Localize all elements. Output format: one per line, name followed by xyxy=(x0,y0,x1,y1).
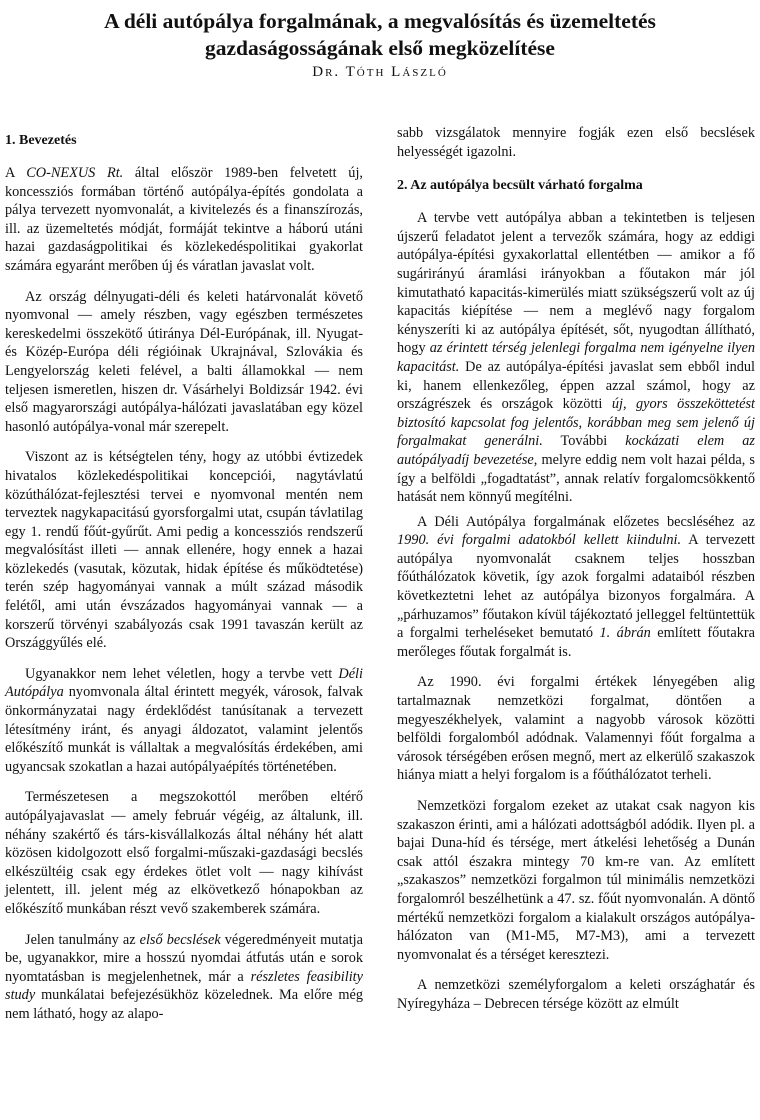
paragraph: Az 1990. évi forgalmi értékek lényegében alig tartalmaznak nemzetközi forgalmat, döntően a megyeszékhelyek, valamint a nagyobb városok közötti belföldi forgalomból adódnak. Valamennyi főút forgalma a városok térségében erősen megnő, mert az elkerülő szakaszok hiánya miatt a helyi forgalom is a főúthálózatot terheli. xyxy=(397,674,755,784)
text-run: nyomvonala által érintett megyék, városok, falvak önkormányzatai nagy érdeklődést tanúsítanak a tervezett létesítmény iránt, és anyagi áldozatot, valamint jelentős előkészítő munkát is vállaltak a megvalósítás érdekében, ami ugyancsak szokatlan a hazai autópályaépítés történetében. xyxy=(5,684,363,775)
emphasis: Déli Autópálya xyxy=(5,665,363,701)
paragraph xyxy=(5,931,363,1024)
title-line-1: A déli autópálya forgalmának, a megvalósítás és üzemeltetés xyxy=(104,9,656,33)
company-name: CO-NEXUS Rt. xyxy=(26,165,124,181)
left-column xyxy=(5,124,363,1036)
text-run: Jelen tanulmány az xyxy=(25,931,140,948)
article-title xyxy=(40,8,720,62)
paragraph: Viszont az is kétségtelen tény, hogy az utóbbi évtizedek hivatalos közlekedéspolitikai koncepciói, nagytávlatú közúthálózat-fejlesztési tervei e nyomvonal mentén nem terveztek nagykapacitású gyorsforgalmi utat, csupán távlatilag egy 1. rendű főút-gyűrűt. Ami pedig a koncessziós rendszerű megvalósítást illeti — annak ellenére, hogy ennek a hazai közlekedés (vasutak, közutak, hidak építése és működtetése) terén szép hagyományai vannak a múlt század második felétől, ami után évszázados hagyományai vannak — a korszerű törvényi szabályozás csak 1991 tavaszán került az Országgyűlés elé. xyxy=(5,449,363,652)
text-run: A xyxy=(5,165,27,181)
paragraph xyxy=(397,209,755,507)
text-run: végeredményeit mutatja be, ugyanakkor, mire a hosszú nyomdai átfutás után e sorok nyomtatásban is megjelenhetnek, már a xyxy=(5,931,363,985)
author-name: Dr. Tóth László xyxy=(312,64,448,80)
paragraph xyxy=(397,513,755,662)
text-run: De az autópálya-építési javaslat sem ebből indul ki, hanem ellenkezőleg, éppen azzal számol, hogy az országrészek és országok közötti xyxy=(397,358,755,413)
paragraph xyxy=(5,665,363,777)
text-run: A tervezett autópálya nyomvonalát csaknem teljes hosszban főúthálózatok követik, így azok forgalmi adataiból részben következtetni lehet az autópálya bizonyos forgalmára. A „párhuzamos” főutakon kívül tájékoztató jelleggel feltüntettük a forgalmi terheléseket bemutató xyxy=(397,532,755,642)
emphasis: 1990. évi forgalmi adatokból kellett kiindulni. xyxy=(397,532,682,549)
text-run: A Déli Autópálya forgalmának előzetes becsléséhez az xyxy=(417,513,755,530)
paragraph-continued: sabb vizsgálatok mennyire fogják ezen első becslések helyességét igazolni. xyxy=(397,125,755,160)
section-heading-introduction: 1. Bevezetés xyxy=(5,133,77,148)
figure-reference: 1. ábrán xyxy=(599,625,651,642)
emphasis: az érintett térség jelenlegi forgalma nem igényelne ilyen kapacitást. xyxy=(397,340,755,375)
paragraph xyxy=(5,164,363,276)
text-run: További xyxy=(542,433,626,450)
paragraph: Az ország délnyugati-déli és keleti határvonalát követő nyomvonal — amely részben, vagy egészben természetes kereskedelmi összekötő útiránya Dél-Európának, ill. Nyugat- és Közép-Európa déli régióinak Ukrajnával, Szlovákia és Lengyelország keleti felével, a balti államokkal — nem teljesen ismeretlen, hiszen dr. Vásárhelyi Boldizsár 1942. évi első magyarországi autópálya-hálózati javaslatában egy közel hasonló autópálya-vonal már szerepelt. xyxy=(5,288,363,435)
text-run: említett főutakra merőleges főutak forgalmát is. xyxy=(397,625,755,660)
emphasis: első becslések xyxy=(139,931,221,948)
paragraph: A nemzetközi személyforgalom a keleti országhatár és Nyíregyháza – Debrecen térsége között az elmúlt xyxy=(397,977,755,1012)
paragraph: Nemzetközi forgalom ezeket az utakat csak nagyon kis szakaszon érinti, ami a hálózati adottságból adódik. Ilyen pl. a bajai Duna-híd és térsége, mert átkelési lehetőség a Dunán csak attól északra mintegy 70 km-re van. Az említett „szakaszos” nemzetközi forgalmon túl minimális nemzetközi forgalomról beszélhetünk a 47. sz. főút nyomvonalán. A döntő mértékű nemzetközi forgalom a kialakult országos autópálya-hálózaton van (M1-M5, M7-M3), ami a tervezett nyomvonalat és a térséget keresztezi. xyxy=(397,798,755,963)
text-run: Ugyanakkor nem lehet véletlen, hogy a tervbe vett xyxy=(25,665,339,682)
right-column xyxy=(397,124,755,1026)
text-run: A tervbe vett autópálya abban a tekintetben is teljesen újszerű feladatot jelent a tervezők számára, hogy az eddigi autópálya-építési gyxakorlattal ellentétben — amikor a fő sugárirányú áramlási irányokban a főutakon már jól kimutatható kapacitás-kimerülés miatt szükségszerű volt az új kapacitás kiépítése — nem a meglévő nagy forgalom kényszeríti ki az autópálya építését, sőt, nyugodtan állítható, hogy xyxy=(397,210,755,357)
emphasis: részletes feasibility study xyxy=(5,968,363,1004)
emphasis: kockázati elem az autópályadíj bevezetése, xyxy=(397,433,755,468)
text-run: által először 1989-ben felvetett új, koncessziós formában történő autópálya-építés gondolata a pálya tervezett nyomvonalát, a kivitelezés és a finanszírozás, ill. az üzemeltetés módját, formáját tekintve a háború utáni hazai gazdaságpolitikai és közlekedéspolitikai gyakorlat számára egyaránt merőben új és váratlan javaslat volt. xyxy=(5,165,363,274)
emphasis: új, gyors összeköttetést biztosító kapcsolat fog jelentős, korábban meg sem jelenő új forgalmakat generálni. xyxy=(397,396,755,450)
title-line-2: gazdaságosságának első megközelítése xyxy=(205,36,555,60)
text-run: munkálatai befejezésükhöz közelednek. Ma előre még nem látható, hogy az alapo- xyxy=(5,987,363,1022)
section-heading-traffic-estimate: 2. Az autópálya becsült várható forgalma xyxy=(397,178,643,194)
paragraph: Természetesen a megszokottól merőben eltérő autópályajavaslat — amely február végéig, az általunk, ill. néhány szakértő és társ-kisvállalkozás által néhány hét alatt közösen kidolgozott első forgalmi-műszaki-gazdasági becslés elkészültéig csak egy érdekes ötlet volt — nagy kihívást jelentett, ill. jelent még az elkövetkező hónapokban az előkészítő munkában részt vevő szakemberek számára. xyxy=(5,789,363,917)
text-run: melyre eddig nem volt hazai példa, s így a belföldi „fogadtatást”, annak relatív forgalomcsökkentő hatását nem könnyű megítélni. xyxy=(397,451,755,506)
